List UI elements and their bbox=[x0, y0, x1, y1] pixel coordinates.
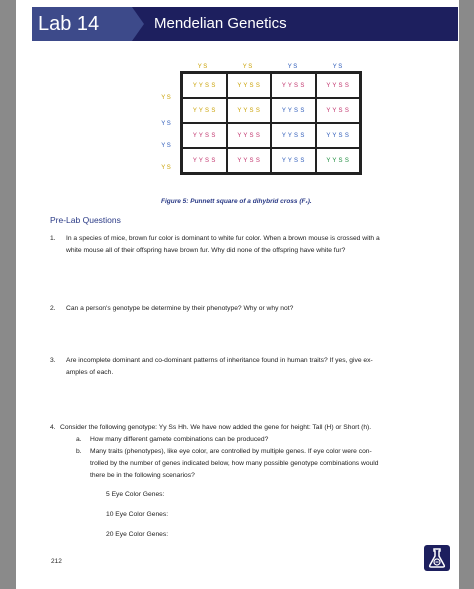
question-text: Can a person's genotype be determine by their phenotype? Why or why not? bbox=[66, 305, 294, 312]
punnett-cell: Y Y S S bbox=[271, 98, 316, 123]
punnett-row-header: Y S bbox=[161, 121, 171, 127]
figure-caption: Figure 5: Punnett square of a dihybrid cross (F₁). bbox=[161, 198, 312, 205]
question-3 bbox=[50, 355, 450, 379]
punnett-col-header: Y S bbox=[197, 64, 208, 70]
question-text: trolled by the number of genes indicated below, how many possible genotype combinations would bbox=[90, 460, 379, 467]
punnett-cell: Y Y S S bbox=[271, 148, 316, 173]
punnett-cell: Y Y S S bbox=[316, 123, 361, 148]
question-text: How many different gamete combinations can be produced? bbox=[90, 436, 269, 443]
punnett-cell: Y Y S S bbox=[182, 148, 227, 173]
lab-number: Lab 14 bbox=[32, 7, 132, 41]
question-text: In a species of mice, brown fur color is dominant to white fur color. When a brown mouse is crossed with a bbox=[66, 235, 380, 242]
punnett-cell: Y Y S S bbox=[227, 73, 272, 98]
punnett-col-header: Y S bbox=[332, 64, 343, 70]
flask-icon bbox=[424, 545, 450, 571]
question-text: amples of each. bbox=[66, 369, 114, 376]
scenario-5-genes: 5 Eye Color Genes: bbox=[106, 491, 165, 498]
subquestion-a bbox=[50, 434, 450, 446]
subquestion-letter: b. bbox=[76, 448, 82, 455]
question-number: 2. bbox=[50, 305, 56, 312]
question-text: Consider the following genotype: Yy Ss Hh. We have now added the gene for height: Tall (H) or Short (h). bbox=[60, 424, 372, 431]
question-number: 3. bbox=[50, 357, 56, 364]
punnett-row-header: Y S bbox=[161, 143, 171, 149]
question-text: there be in the following scenarios? bbox=[90, 472, 195, 479]
question-number: 4. bbox=[50, 424, 56, 431]
punnett-square bbox=[180, 71, 362, 175]
punnett-cell: Y Y S S bbox=[316, 148, 361, 173]
punnett-cell: Y Y S S bbox=[271, 73, 316, 98]
question-number: 1. bbox=[50, 235, 56, 242]
lab-header bbox=[32, 7, 458, 41]
punnett-cell: Y Y S S bbox=[182, 98, 227, 123]
lab-title: Mendelian Genetics bbox=[154, 15, 287, 32]
question-1 bbox=[50, 233, 450, 257]
punnett-cell: Y Y S S bbox=[316, 98, 361, 123]
punnett-col-header: Y S bbox=[287, 64, 298, 70]
punnett-row-header: Y S bbox=[161, 95, 171, 101]
question-4 bbox=[50, 422, 450, 545]
punnett-cell: Y Y S S bbox=[182, 73, 227, 98]
punnett-cell: Y Y S S bbox=[227, 148, 272, 173]
punnett-col-header: Y S bbox=[242, 64, 253, 70]
page-number: 212 bbox=[51, 558, 62, 565]
punnett-cell: Y Y S S bbox=[316, 73, 361, 98]
scenario-20-genes: 20 Eye Color Genes: bbox=[106, 531, 169, 538]
section-title: Pre-Lab Questions bbox=[50, 215, 121, 225]
punnett-cell: Y Y S S bbox=[227, 123, 272, 148]
question-text: Are incomplete dominant and co-dominant patterns of inheritance found in human traits? If yes, give ex- bbox=[66, 357, 373, 364]
subquestion-letter: a. bbox=[76, 436, 82, 443]
punnett-row-header: Y S bbox=[161, 165, 171, 171]
punnett-cell: Y Y S S bbox=[227, 98, 272, 123]
question-text: Many traits (phenotypes), like eye color, are controlled by multiple genes. If eye color were con- bbox=[90, 448, 372, 455]
flask-logo-icon bbox=[424, 545, 450, 571]
punnett-cell: Y Y S S bbox=[271, 123, 316, 148]
punnett-cell: Y Y S S bbox=[182, 123, 227, 148]
question-text: white mouse all of their offspring have brown fur. Why did none of the offspring have white fur? bbox=[66, 247, 346, 254]
document-page bbox=[16, 0, 459, 589]
header-chevron bbox=[132, 7, 144, 41]
question-2 bbox=[50, 303, 450, 315]
scenario-10-genes: 10 Eye Color Genes: bbox=[106, 511, 169, 518]
subquestion-b bbox=[50, 446, 450, 482]
